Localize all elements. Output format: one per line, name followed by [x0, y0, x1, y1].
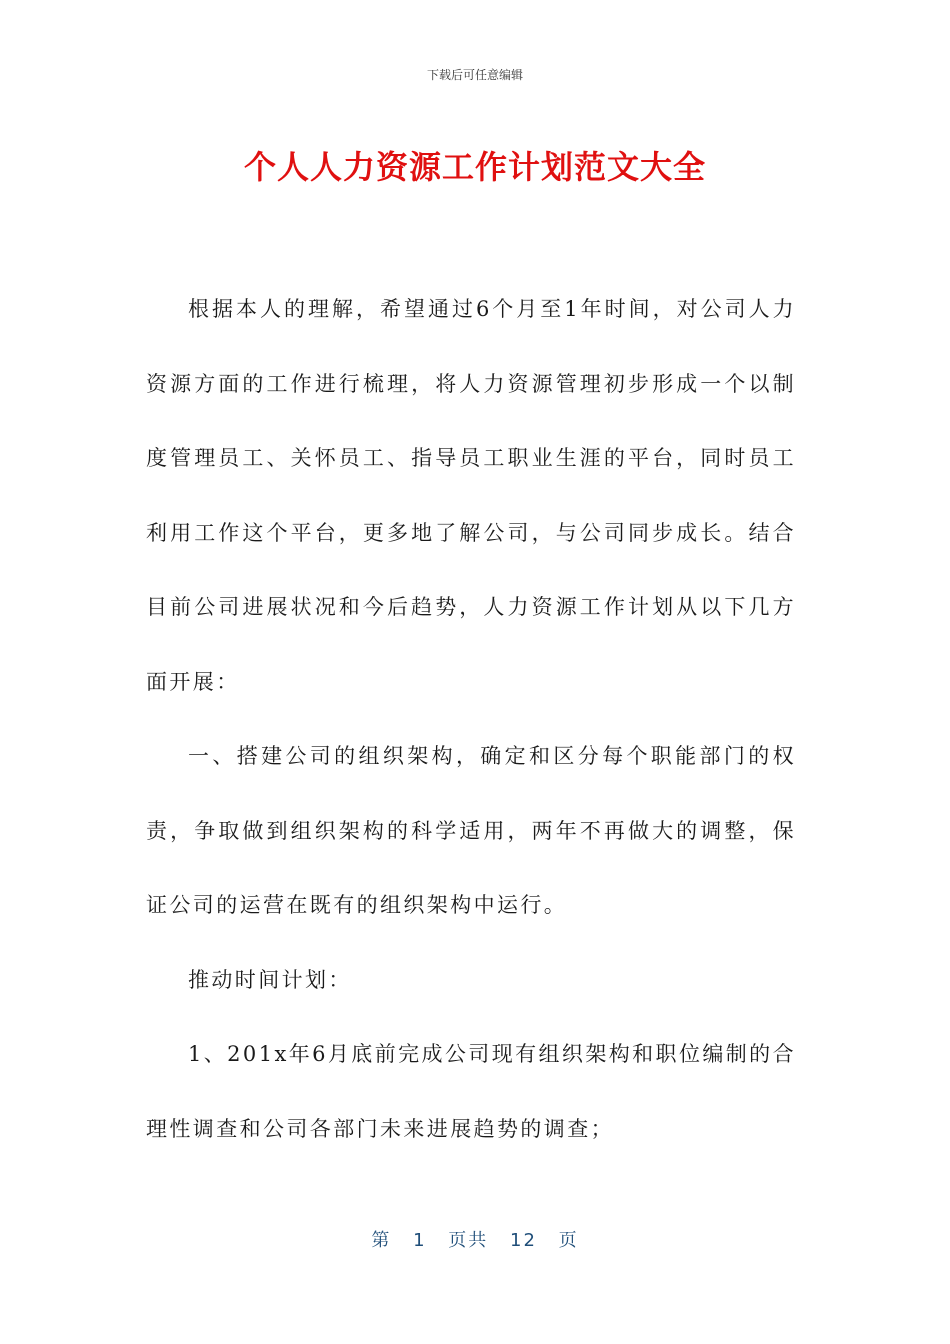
paragraph-intro: 根据本人的理解，希望通过6个月至1年时间，对公司人力资源方面的工作进行梳理，将人力资源管理初步形成一个以制度管理员工、关怀员工、指导员工职业生涯的平台，同时员工利用工作这个平台，更多地了解公司，与公司同步成长。结合目前公司进展状况和今后趋势，人力资源工作计划从以下几方面开展：	[146, 297, 796, 694]
document-body	[146, 272, 796, 1166]
paragraph-schedule-heading: 推动时间计划：	[188, 967, 352, 992]
page-footer: 第 1 页共 12 页	[371, 1230, 579, 1251]
paragraph-section-one: 一、搭建公司的组织架构，确定和区分每个职能部门的权责，争取做到组织架构的科学适用，两年不再做大的调整，保证公司的运营在既有的组织架构中运行。	[146, 744, 796, 917]
header-note: 下载后可任意编辑	[426, 68, 523, 82]
paragraph-schedule-item-1: 1、201x年6月底前完成公司现有组织架构和职位编制的合理性调查和公司各部门未来进展趋势的调查；	[146, 1042, 796, 1141]
document-title: 个人人力资源工作计划范文大全	[243, 148, 706, 186]
